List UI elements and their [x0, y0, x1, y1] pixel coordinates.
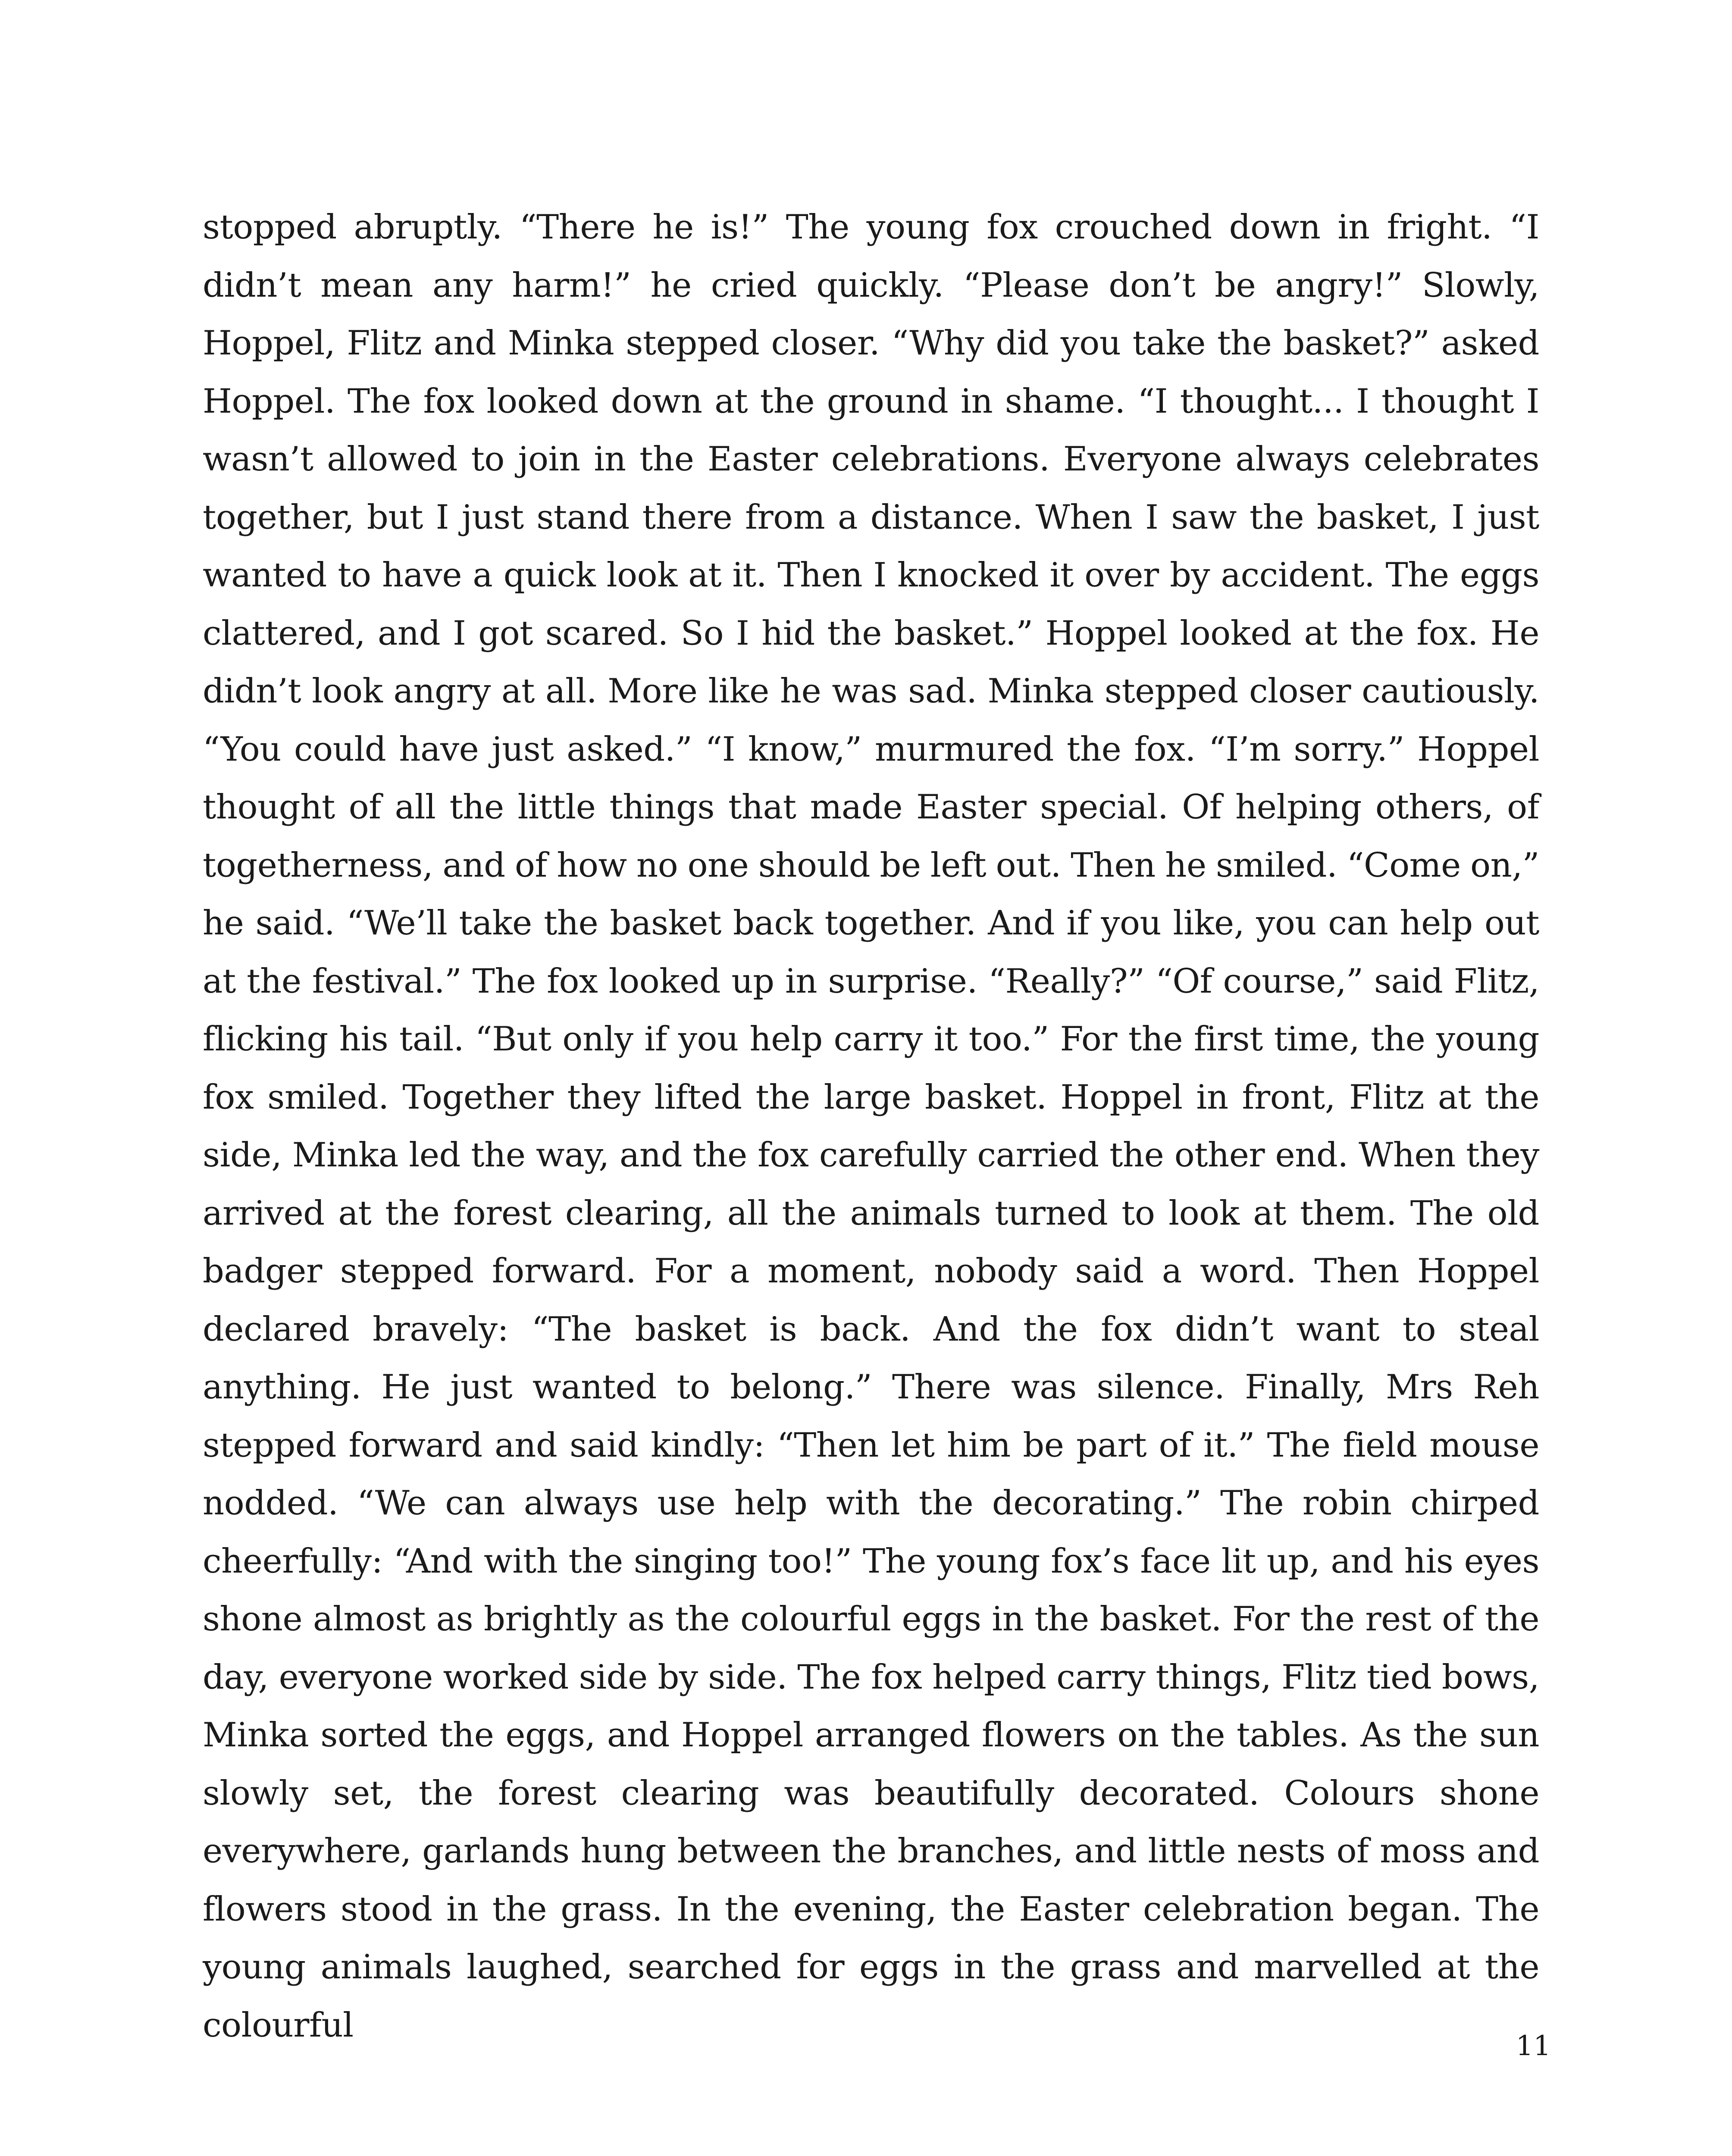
page-number: 11	[1516, 2030, 1551, 2062]
story-paragraph: stopped abruptly. “There he is!” The young fox crouched down in fright. “I didn’t mean any harm!” he cried quickly. “Please don’t be angry!” Slowly, Hoppel, Flitz and Minka stepped closer. “Why did you take the basket?” asked Hoppel. The fox looked down at the ground in shame. “I thought... I thought I wasn’t allowed to join in the Easter celebrations. Everyone always celebrates together, but I just stand there from a distance. When I saw the basket, I just wanted to have a quick look at it. Then I knocked it over by accident. The eggs clattered, and I got scared. So I hid the basket.” Hoppel looked at the fox. He didn’t look angry at all. More like he was sad. Minka stepped closer cautiously. “You could have just asked.” “I know,” murmured the fox. “I’m sorry.” Hoppel thought of all the little things that made Easter special. Of helping others, of togetherness, and of how no one should be left out. Then he smiled. “Come on,” he said. “We’ll take the basket back together. And if you like, you can help out at the festival.” The fox looked up in surprise. “Really?” “Of course,” said Flitz, flicking his tail. “But only if you help carry it too.” For the first time, the young fox smiled. Together they lifted the large basket. Hoppel in front, Flitz at the side, Minka led the way, and the fox carefully carried the other end. When they arrived at the forest clearing, all the animals turned to look at them. The old badger stepped forward. For a moment, nobody said a word. Then Hoppel declared bravely: “The basket is back. And the fox didn’t want to steal anything. He just wanted to belong.” There was silence. Finally, Mrs Reh stepped forward and said kindly: “Then let him be part of it.” The field mouse nodded. “We can always use help with the decorating.” The robin chirped cheerfully: “And with the singing too!” The young fox’s face lit up, and his eyes shone almost as brightly as the colourful eggs in the basket. For the rest of the day, everyone worked side by side. The fox helped carry things, Flitz tied bows, Minka sorted the eggs, and Hoppel arranged flowers on the tables. As the sun slowly set, the forest clearing was beautifully decorated. Colours shone everywhere, garlands hung between the branches, and little nests of moss and flowers stood in the grass. In the evening, the Easter celebration began. The young animals laughed, searched for eggs in the grass and marvelled at the colourful	[203, 208, 1539, 2045]
